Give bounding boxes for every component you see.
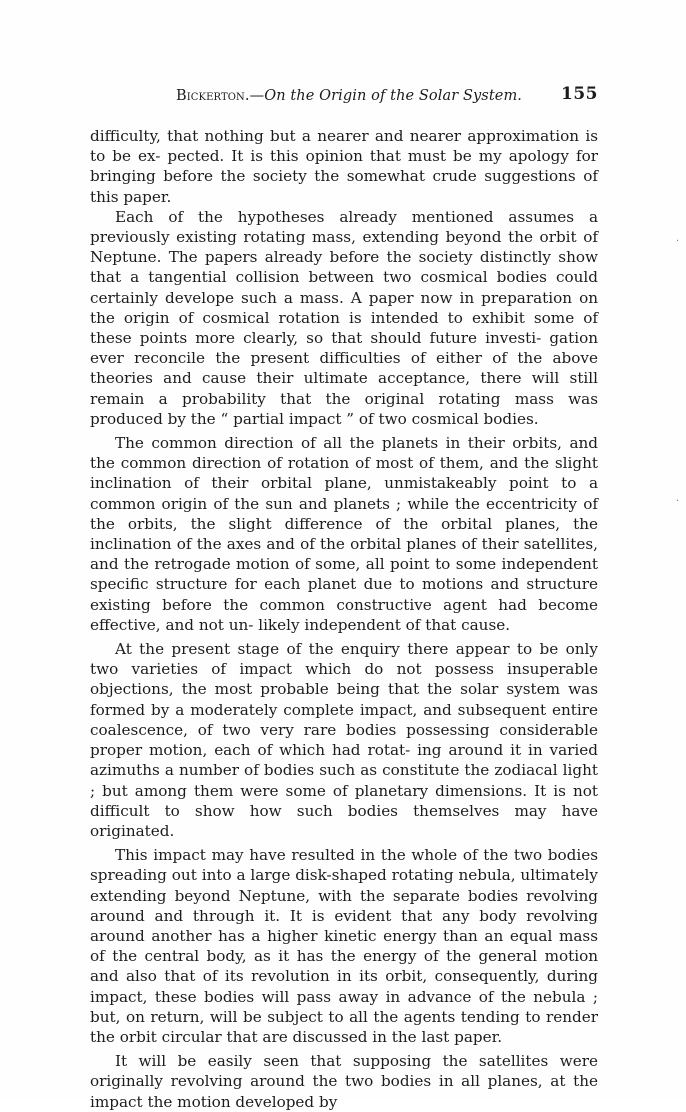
paragraph-6: It will be easily seen that supposing the satellites were originally revolving around the two bodies in all planes, at the impact the motion developed by (90, 1052, 598, 1111)
running-head-dash: — (249, 88, 265, 104)
body-text (90, 126, 598, 1112)
running-head (176, 88, 522, 104)
paragraph-4: At the present stage of the enquiry there appear to be only two varieties of impact which do not possess insuperable objections, the most probable being that the solar system was formed by a moderately complete impact, and subsequent entire coalescence, of two very rare bodies possessing considerable proper motion, each of which had rotat- ing around it in varied azimuths a number of bodies such as constitute the zodiacal light ; but among them were some of planetary dimensions. It is not difficult to show how such bodies themselves may have originated. (90, 640, 598, 840)
page-header (88, 84, 598, 112)
running-head-title: On the Origin of the Solar System. (264, 88, 523, 104)
paragraph-1: difficulty, that nothing but a nearer and nearer approximation is to be ex- pected. It is this opinion that must be my apology for bringing before the society the somewhat crude suggestions of this paper. (90, 127, 598, 206)
margin-speck: · (676, 496, 680, 507)
page-number: 155 (561, 84, 598, 104)
paragraph-3: The common direction of all the planets in their orbits, and the common direction of rotation of most of them, and the slight inclination of their orbital plane, unmistakeably point to a common origin of the sun and planets ; while the eccentricity of the orbits, the slight difference of the orbital planes, the inclination of the axes and of the orbital planes of their satellites, and the retrogade motion of some, all point to some independent specific structure for each planet due to motions and structure existing before the common constructive agent had become effective, and not un- likely independent of that cause. (90, 434, 598, 634)
margin-speck: · (676, 236, 680, 247)
running-head-author: Bickerton. (176, 88, 250, 104)
paragraph-2: Each of the hypotheses already mentioned assumes a previously existing rotating mass, extending beyond the orbit of Neptune. The papers already before the society distinctly show that a tangential collision between two cosmical bodies could certainly develope such a mass. A paper now in preparation on the origin of cosmical rotation is intended to exhibit some of these points more clearly, so that should future investi- gation ever reconcile the present difficulties of either of the above theories and cause their ultimate acceptance, there will still remain a probability that the original rotating mass was produced by the “ partial impact ” of two cosmical bodies. (90, 207, 598, 428)
paragraph-5: This impact may have resulted in the whole of the two bodies spreading out into a large disk-shaped rotating nebula, ultimately extending beyond Neptune, with the separate bodies revolving around and through it. It is evident that any body revolving around another has a higher kinetic energy than an equal mass of the central body, as it has the energy of the general motion and also that of its revolution in its orbit, consequently, during impact, these bodies will pass away in advance of the nebula ; but, on return, will be subject to all the agents tending to render the orbit circular that are discussed in the last paper. (90, 846, 598, 1046)
